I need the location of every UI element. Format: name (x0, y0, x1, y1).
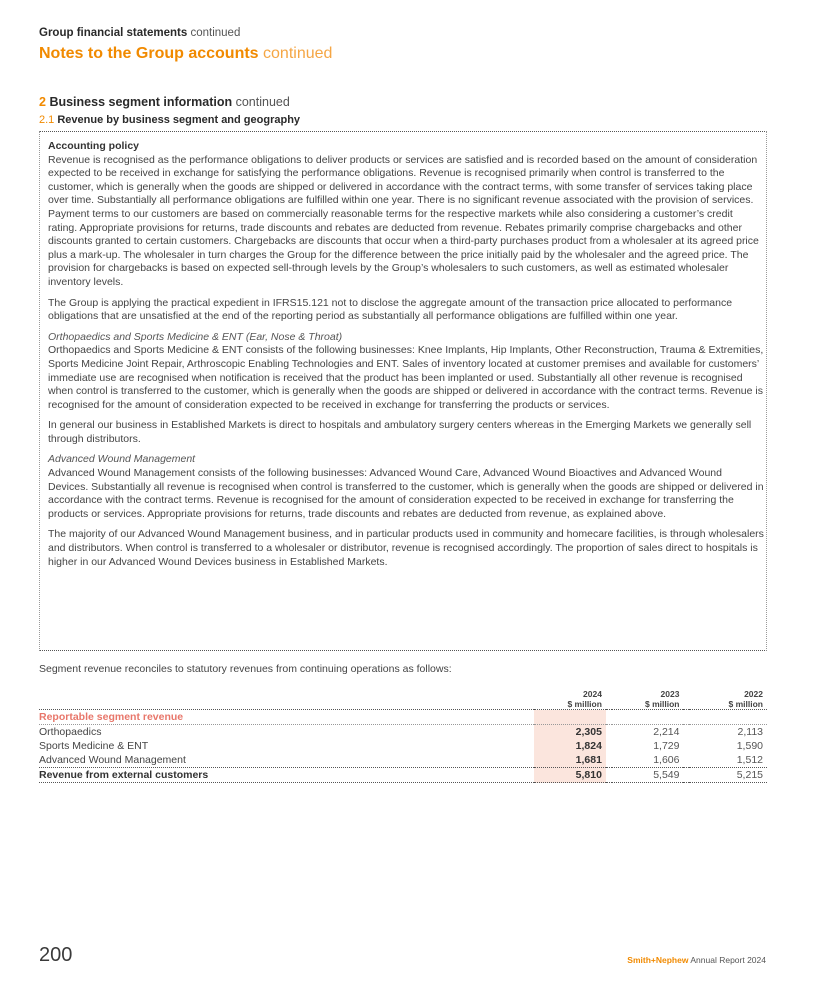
column-header-2023: 2023 $ million (612, 683, 684, 710)
total-2023: 5,549 (612, 768, 684, 783)
row-label: Sports Medicine & ENT (39, 740, 149, 752)
policy-subheading-ortho: Orthopaedics and Sports Medicine & ENT (Ear, Nose & Throat) (48, 330, 343, 343)
header-section-title: Group financial statements (39, 27, 188, 39)
value-2024: 1,681 (534, 753, 606, 768)
section-title: Business segment information (49, 95, 233, 109)
section-heading (39, 95, 290, 109)
section-continued: continued (235, 95, 290, 109)
page-title-text: Notes to the Group accounts (39, 45, 259, 62)
header-continued: continued (190, 27, 241, 39)
policy-title: Accounting policy (48, 140, 140, 152)
table-header-row (39, 683, 767, 710)
column-header-2024: 2024 $ million (534, 683, 606, 710)
value-2024: 1,824 (534, 739, 606, 753)
segment-revenue-table (39, 683, 767, 783)
total-2022: 5,215 (689, 768, 767, 783)
accounting-policy-box (39, 131, 767, 651)
page-title (39, 45, 332, 63)
subsection-title: Revenue by business segment and geography (57, 114, 301, 126)
table-row (39, 739, 767, 753)
section-number: 2 (39, 95, 46, 109)
table-row (39, 753, 767, 768)
brand-name: Smith+Nephew (627, 955, 689, 965)
value-2023: 1,606 (612, 753, 684, 768)
footer (627, 955, 766, 965)
subsection-heading (39, 114, 300, 126)
value-2023: 2,214 (653, 726, 680, 738)
table-total-row (39, 768, 767, 783)
value-2022: 1,512 (689, 753, 767, 768)
policy-paragraph: Orthopaedics and Sports Medicine & ENT consists of the following businesses: Knee Implants, Hip Implants, Other Reconstruction, Trauma & Extremities, Sports Medicine Joint Repair, Arthroscopic Enabling Technologies and ENT. Sales of inventory located at customer premises and available for customers’ immediate use are recognised when notification is received that the product has been implanted or used. Substantially all other revenue is recognised when control is transferred to the customer, which is generally when the goods are shipped or delivered in accordance with the contract terms. Revenue is recognised for the amount of consideration expected to be received in exchange for transferring the products or services. (48, 344, 764, 411)
policy-paragraph: The majority of our Advanced Wound Management business, and in particular products used in community and homecare facilities, is through wholesalers and distributors. When control is transferred to a wholesaler or distributor, revenue is recognised accordingly. The proportion of sales direct to hospitals is higher in our Advanced Wound Devices business in Established Markets. (48, 528, 764, 568)
value-2023: 1,729 (653, 740, 680, 752)
report-name: Annual Report 2024 (690, 955, 766, 965)
table-group-row (39, 710, 767, 725)
page-title-continued: continued (263, 45, 333, 62)
total-2024: 5,810 (534, 768, 606, 783)
row-label: Advanced Wound Management (39, 753, 534, 768)
page-number: 200 (39, 944, 73, 966)
row-label: Orthopaedics (39, 726, 102, 738)
column-header-2022: 2022 $ million (689, 683, 767, 710)
policy-paragraph: In general our business in Established Markets is direct to hospitals and ambulatory surgery centers whereas in the Emerging Markets we generally sell through distributors. (48, 419, 752, 445)
total-label: Revenue from external customers (39, 768, 534, 783)
accounting-policy-content (48, 140, 764, 569)
subsection-number: 2.1 (39, 114, 55, 126)
policy-paragraph: Advanced Wound Management consists of the following businesses: Advanced Wound Care, Advanced Wound Bioactives and Advanced Wound Devices. Substantially all revenue is recognised when control is transferred to the customer, which is generally when the goods are shipped or delivered in accordance with the contract terms. Revenue is recognised for the amount of consideration expected to be received in exchange for transferring the products or services. Appropriate provisions for returns, trade discounts and rebates are deducted from revenue, as explained above. (48, 467, 764, 520)
table-intro: Segment revenue reconciles to statutory revenues from continuing operations as follows: (39, 663, 452, 675)
running-header (39, 27, 240, 39)
policy-paragraph: The Group is applying the practical expedient in IFRS15.121 not to disclose the aggregate amount of the transaction price allocated to performance obligations that are unsatisfied at the end of the reporting period as substantially all performance obligations are fulfilled within one year. (48, 296, 733, 323)
policy-subheading-awm: Advanced Wound Management (48, 453, 196, 466)
value-2022: 2,113 (737, 726, 763, 738)
value-2022: 1,590 (736, 740, 763, 752)
table-row (39, 725, 767, 740)
group-label: Reportable segment revenue (39, 710, 534, 725)
policy-paragraph: Revenue is recognised as the performance obligations to deliver products or services are satisfied and is recorded based on the amount of consideration expected to be received in exchange for satisfying the performance obligations. Revenue is recognised primarily when control is transferred to the customer, which is generally when the goods are shipped or delivered in accordance with the contract terms, with some transfer of services taking place over time. Substantially all performance obligations are fulfilled within one year. There is no significant revenue associated with the provision of services. Payment terms to our customers are based on commercially reasonable terms for the respective markets while also considering a customer’s credit rating. Appropriate provisions for returns, trade discounts and rebates are deducted from revenue. Rebates primarily comprise chargebacks and other discounts granted to certain customers. Chargebacks are discounts that occur when a third-party purchases product from a wholesaler at its agreed price plus a mark-up. The wholesaler in turn charges the Group for the difference between the price initially paid by the wholesaler and the agreed price. The provision for chargebacks is based on expected sell-through levels by the Group’s wholesalers to such customers, as well as estimated wholesaler inventory levels. (48, 153, 759, 288)
value-2024: 2,305 (534, 725, 606, 740)
